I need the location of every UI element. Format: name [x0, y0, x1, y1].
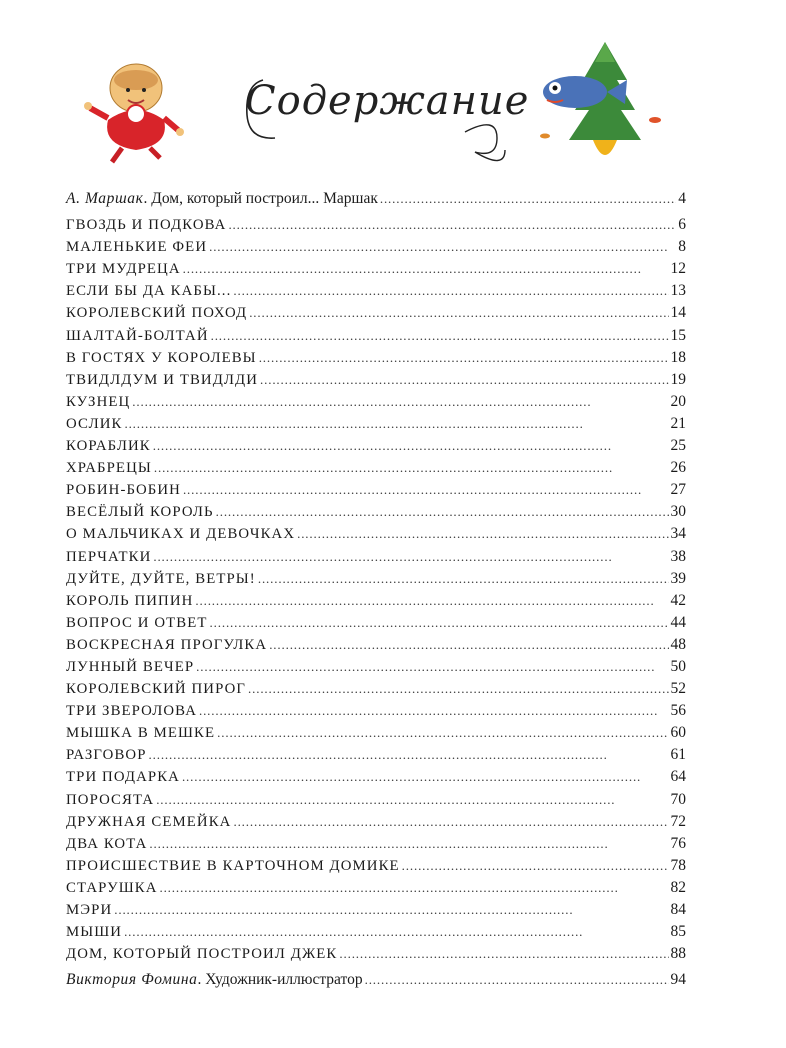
entry-title: ВЕСЁЛЫЙ КОРОЛЬ: [66, 504, 214, 521]
entry-page: 72: [670, 812, 686, 830]
entry-page: 30: [670, 503, 686, 521]
toc-entry[interactable]: [66, 855, 686, 877]
entry-page: 44: [670, 613, 686, 631]
entry-title: ДВА КОТА: [66, 835, 148, 852]
toc-entry[interactable]: [66, 833, 686, 855]
entry-page: 88: [670, 945, 686, 963]
entry-page: 60: [670, 724, 686, 742]
leader-dots: [183, 258, 669, 280]
page-title: Содержание: [245, 78, 530, 124]
toc-entry[interactable]: [66, 612, 686, 634]
leader-dots: [124, 921, 668, 943]
toc-entry[interactable]: [66, 369, 686, 391]
toc-entry[interactable]: [66, 656, 686, 678]
toc-entry[interactable]: [66, 877, 686, 899]
entry-page: 15: [670, 326, 686, 344]
page-header: [0, 30, 786, 170]
toc-entry[interactable]: [66, 435, 686, 457]
toc-entry[interactable]: [66, 347, 686, 369]
entry-title: ДРУЖНАЯ СЕМЕЙКА: [66, 813, 232, 830]
entry-page: 26: [670, 459, 686, 477]
leader-dots: [259, 347, 669, 369]
entry-page: 13: [670, 282, 686, 300]
entry-page: 61: [670, 746, 686, 764]
entry-page: 4: [678, 190, 686, 207]
toc-entry[interactable]: [66, 236, 686, 258]
entry-title: СТАРУШКА: [66, 879, 158, 896]
entry-title: . Художник-иллюстратор: [197, 971, 363, 989]
entry-title: КОРАБЛИК: [66, 438, 151, 455]
entry-title: МЫШИ: [66, 924, 123, 941]
entry-page: 25: [670, 437, 686, 455]
entry-title: ПРОИСШЕСТВИЕ В КАРТОЧНОМ ДОМИКЕ: [66, 857, 400, 874]
toc-entry[interactable]: [66, 700, 686, 722]
leader-dots: [380, 188, 676, 210]
leader-dots: [149, 833, 668, 855]
entry-title: ТРИ МУДРЕЦА: [66, 261, 181, 278]
leader-dots: [183, 479, 669, 501]
leader-dots: [217, 722, 668, 744]
toc-entry[interactable]: [66, 457, 686, 479]
entry-title: РОБИН-БОБИН: [66, 482, 181, 499]
toc-entry[interactable]: [66, 568, 686, 590]
toc-entry[interactable]: [66, 479, 686, 501]
toc-list: [66, 214, 686, 965]
entry-page: 8: [678, 238, 686, 256]
entry-page: 64: [670, 768, 686, 786]
entry-page: 18: [670, 348, 686, 366]
leader-dots: [211, 325, 669, 347]
leader-dots: [233, 280, 668, 302]
toc-entry[interactable]: [66, 899, 686, 921]
toc-entry[interactable]: [66, 634, 686, 656]
leader-dots: [149, 744, 669, 766]
entry-page: 85: [670, 923, 686, 941]
entry-title: ДУЙТЕ, ДУЙТЕ, ВЕТРЫ!: [66, 570, 256, 587]
entry-title: ШАЛТАЙ-БОЛТАЙ: [66, 327, 209, 344]
leader-dots: [159, 877, 668, 899]
entry-page: 27: [670, 481, 686, 499]
leader-dots: [216, 501, 669, 523]
leader-dots: [297, 523, 668, 545]
toc-entry[interactable]: [66, 766, 686, 788]
entry-title: КУЗНЕЦ: [66, 393, 131, 410]
leader-dots: [365, 969, 669, 991]
entry-page: 34: [670, 525, 686, 543]
leader-dots: [132, 391, 668, 413]
leader-dots: [339, 943, 668, 965]
entry-page: 20: [670, 392, 686, 410]
entry-title: ПОРОСЯТА: [66, 791, 155, 808]
entry-title: МЭРИ: [66, 902, 113, 918]
toc-entry-intro[interactable]: [66, 188, 686, 210]
entry-title: КОРОЛЬ ПИПИН: [66, 592, 194, 609]
entry-page: 50: [670, 657, 686, 675]
entry-page: 38: [670, 547, 686, 565]
toc-entry[interactable]: [66, 214, 686, 236]
toc-entry[interactable]: [66, 943, 686, 965]
entry-title: ГВОЗДЬ И ПОДКОВА: [66, 217, 227, 234]
entry-title: РАЗГОВОР: [66, 747, 147, 764]
entry-title: ТРИ ЗВЕРОЛОВА: [66, 703, 197, 720]
entry-page: 70: [670, 790, 686, 808]
toc-entry[interactable]: [66, 789, 686, 811]
leader-dots: [154, 457, 669, 479]
entry-page: 21: [670, 414, 686, 432]
leader-dots: [114, 899, 668, 921]
leader-dots: [249, 302, 668, 324]
toc-entry[interactable]: [66, 744, 686, 766]
entry-title: ОСЛИК: [66, 415, 123, 432]
entry-title: ВОСКРЕСНАЯ ПРОГУЛКА: [66, 636, 268, 653]
entry-title: ТВИДЛДУМ И ТВИДЛДИ: [66, 371, 259, 388]
toc-entry[interactable]: [66, 523, 686, 545]
entry-page: 14: [670, 304, 686, 322]
toc-entry-illustrator[interactable]: [66, 969, 686, 991]
toc-entry[interactable]: [66, 590, 686, 612]
entry-title: КОРОЛЕВСКИЙ ПОХОД: [66, 305, 248, 322]
toc-entry[interactable]: [66, 921, 686, 943]
leader-dots: [258, 568, 669, 590]
entry-author: Виктория Фомина: [66, 971, 198, 989]
toc-entry[interactable]: [66, 391, 686, 413]
entry-page: 78: [670, 856, 686, 874]
entry-page: 19: [670, 370, 686, 388]
leader-dots: [182, 766, 669, 788]
entry-title: ХРАБРЕЦЫ: [66, 460, 152, 477]
entry-page: 39: [670, 569, 686, 587]
toc-entry[interactable]: [66, 413, 686, 435]
toc-entry[interactable]: [66, 258, 686, 280]
leader-dots: [248, 678, 668, 700]
toc-entry[interactable]: [66, 546, 686, 568]
entry-title: ДОМ, КОТОРЫЙ ПОСТРОИЛ ДЖЕК: [66, 946, 338, 963]
entry-page: 52: [670, 680, 686, 698]
leader-dots: [210, 612, 669, 634]
entry-page: 76: [670, 834, 686, 852]
entry-title: ЛУННЫЙ ВЕЧЕР: [66, 658, 195, 675]
leader-dots: [153, 546, 668, 568]
entry-page: 6: [678, 216, 686, 234]
toc-entry[interactable]: [66, 302, 686, 324]
toc-entry[interactable]: [66, 722, 686, 744]
entry-page: 94: [670, 971, 686, 989]
entry-title: О МАЛЬЧИКАХ И ДЕВОЧКАХ: [66, 526, 296, 543]
toc-entry[interactable]: [66, 678, 686, 700]
humpty-dumpty-illustration: [78, 50, 188, 170]
entry-page: 12: [670, 260, 686, 278]
entry-title: ТРИ ПОДАРКА: [66, 769, 180, 786]
toc-entry[interactable]: [66, 325, 686, 347]
leader-dots: [196, 656, 668, 678]
entry-title: . Дом, который построил... Маршак: [143, 190, 378, 207]
entry-title: В ГОСТЯХ У КОРОЛЕВЫ: [66, 349, 257, 366]
entry-title: ВОПРОС И ОТВЕТ: [66, 614, 208, 631]
entry-title: КОРОЛЕВСКИЙ ПИРОГ: [66, 681, 247, 698]
entry-page: 56: [670, 702, 686, 720]
entry-title: МАЛЕНЬКИЕ ФЕИ: [66, 239, 208, 256]
entry-page: 48: [670, 635, 686, 653]
leader-dots: [228, 214, 676, 236]
entry-author: А. Маршак: [66, 190, 144, 207]
leader-dots: [156, 789, 668, 811]
leader-dots: [199, 700, 669, 722]
leader-dots: [402, 855, 669, 877]
entry-title: МЫШКА В МЕШКЕ: [66, 725, 216, 742]
entry-title: ПЕРЧАТКИ: [66, 548, 152, 565]
leader-dots: [124, 413, 668, 435]
leader-dots: [233, 811, 668, 833]
entry-title: ЕСЛИ БЫ ДА КАБЫ...: [66, 283, 232, 300]
entry-page: 42: [670, 591, 686, 609]
leader-dots: [269, 634, 668, 656]
leader-dots: [260, 369, 668, 391]
entry-page: 82: [670, 878, 686, 896]
toc-entry[interactable]: [66, 501, 686, 523]
leader-dots: [153, 435, 669, 457]
entry-page: 84: [670, 901, 686, 918]
leader-dots: [195, 590, 668, 612]
table-of-contents: [66, 188, 686, 991]
leader-dots: [209, 236, 676, 258]
toc-entry[interactable]: [66, 280, 686, 302]
toc-entry[interactable]: [66, 811, 686, 833]
fish-and-tree-illustration: [535, 40, 675, 170]
